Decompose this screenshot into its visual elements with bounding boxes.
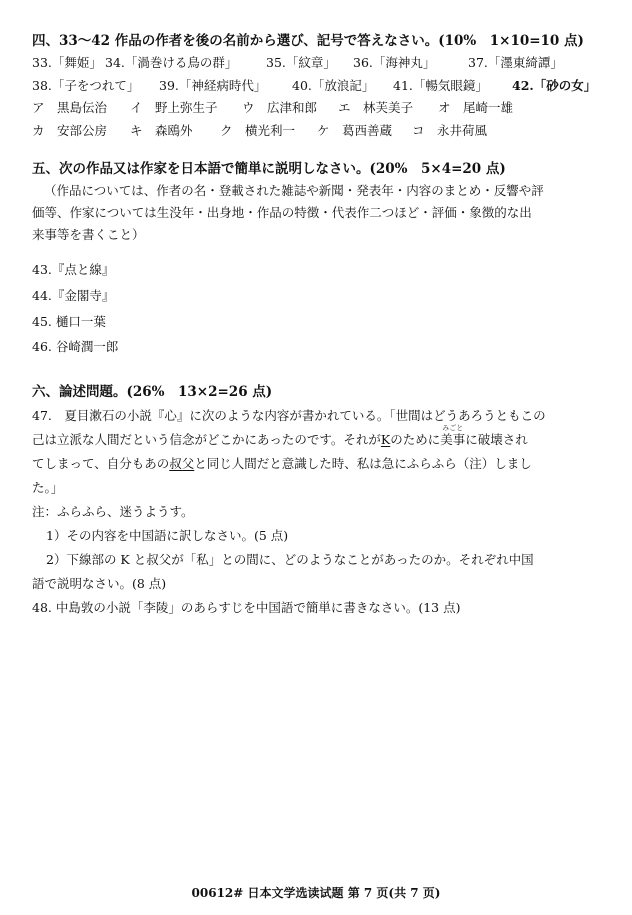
section6-heading: 六、論述問題。(26% 13×2=26 点) [32,384,273,400]
author-choice: カ 安部公房 [32,123,108,138]
q47-sub2: 語で説明なさい。(8 点) [32,576,167,591]
work-item: 39.「神経病時代」 [159,78,267,93]
author-choice: ウ 広津和郎 [242,100,318,115]
q47-line [32,456,532,472]
work-item: 42.「砂の女」 [512,78,597,93]
work-item: 33.「舞姫」 [32,55,102,70]
q47-sub2: 2）下線部の K と叔父が「私」との間に、どのようなことがあったのか。それぞれ中国 [46,552,534,567]
q47-text: 美事 [440,432,466,447]
q47-line: 47. 夏目漱石の小説『心』に次のような内容が書かれている。「世間はどうあろうともこの [32,408,546,423]
work-item: 40.「放浪記」 [292,78,375,93]
q47-text: と同じ人間だと意識した時、私は急にふらふら（注）しまし [194,456,532,471]
section5-item: 43.『点と線』 [32,262,115,277]
section5-instruction: 価等、作家については生没年・出身地・作品の特徴・代表作二つほど・評価・象徴的な出 [32,205,532,220]
work-item: 36.「海神丸」 [353,55,436,70]
work-item: 38.「子をつれて」 [32,78,140,93]
q47-text: 己は立派な人間だという信念がどこかにあったのです。それが [32,432,381,447]
q47-line [32,424,528,448]
q47-sub1: 1）その内容を中国語に訳しなさい。(5 点) [46,528,289,543]
section5-instruction: （作品については、作者の名・登載された雑誌や新聞・発表年・内容のまとめ・反響や評 [44,183,544,198]
q47-text: のために [390,432,441,447]
q48: 48. 中島敦の小説「李陵」のあらすじを中国語で簡単に書きなさい。(13 点) [32,600,461,615]
author-choice: オ 尾崎一雄 [438,100,514,115]
section5-heading: 五、次の作品又は作家を日本語で簡単に説明しなさい。(20% 5×4=20 点) [32,161,506,177]
author-choice: エ 林芙美子 [338,100,414,115]
ruby-word [440,424,466,448]
section5-item: 45. 樋口一葉 [32,314,106,329]
author-choice: ケ 葛西善蔵 [317,123,393,138]
section4-heading: 四、33～42 作品の作者を後の名前から選び、記号で答えなさい。(10% 1×10=10 点) [32,33,584,49]
author-choice: ク 横光利一 [220,123,296,138]
work-item: 41.「暢気眼鏡」 [393,78,488,93]
ruby-reading: みごと [442,424,464,432]
author-choice: ア 黒島伝治 [32,100,108,115]
section5-item: 46. 谷崎潤一郎 [32,339,119,354]
work-item: 35.「紋章」 [266,55,336,70]
author-choice: コ 永井荷風 [412,123,488,138]
q47-text: に破壊され [465,432,528,447]
section5-item: 44.『金閣寺』 [32,288,115,303]
q47-line: た。」 [32,480,64,495]
q47-text: てしまって、自分もあの [32,456,170,471]
underlined-uncle: 叔父 [169,456,195,471]
section5-instruction: 来事等を書くこと） [32,227,145,242]
page-footer: 00612# 日本文学选读试题 第 7 页(共 7 页) [191,886,441,900]
author-choice: イ 野上弥生子 [130,100,218,115]
work-item: 34.「渦巻ける鳥の群」 [105,55,238,70]
q47-note: 注：ふらふら、迷うようす。 [32,504,194,519]
underlined-k: K [380,432,391,447]
author-choice: キ 森鴎外 [130,123,193,138]
work-item: 37.「濹東綺譚」 [468,55,563,70]
